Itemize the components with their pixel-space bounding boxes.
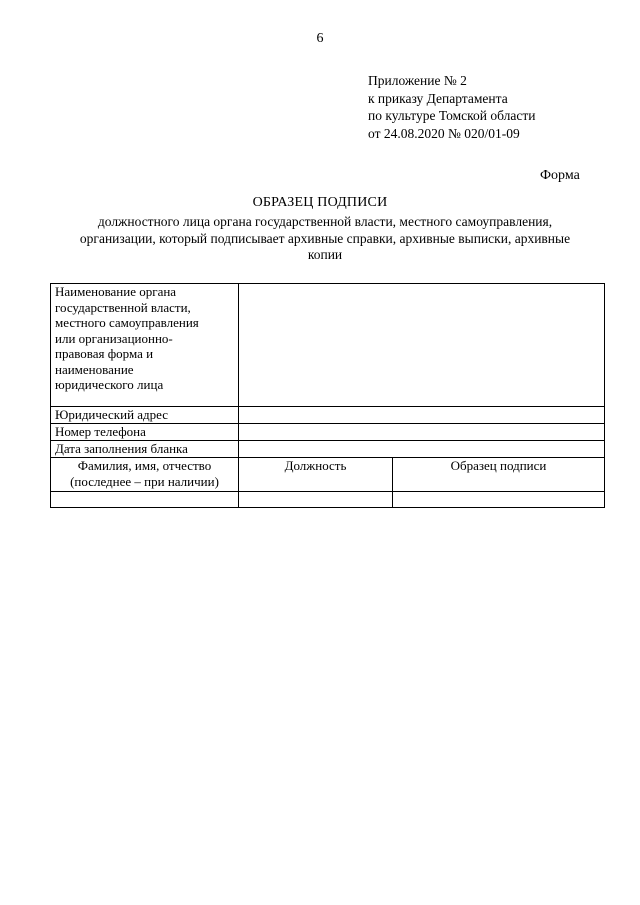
subtitle-line: копии	[307, 247, 343, 262]
appendix-line: от 24.08.2020 № 020/01-09	[368, 125, 520, 141]
fill-date-label: Дата заполнения бланка	[51, 441, 239, 458]
document-subtitle	[40, 214, 610, 264]
legal-address-label: Юридический адрес	[51, 407, 239, 424]
position-column-header: Должность	[239, 458, 393, 492]
phone-row	[51, 424, 605, 441]
header-line: Фамилия, имя, отчество	[77, 458, 212, 473]
legal-address-value-cell[interactable]	[239, 407, 605, 424]
phone-label: Номер телефона	[51, 424, 239, 441]
signature-form-table	[50, 283, 605, 508]
signature-entry-cell[interactable]	[393, 492, 605, 508]
header-line: (последнее – при наличии)	[70, 473, 219, 489]
label-line: или организационно-	[55, 330, 173, 346]
label-line: юридического лица	[55, 377, 164, 392]
phone-value-cell[interactable]	[239, 424, 605, 441]
fill-date-value-cell[interactable]	[239, 441, 605, 458]
columns-header-row	[51, 458, 605, 492]
page-number: 6	[316, 31, 324, 46]
full-name-entry-cell[interactable]	[51, 492, 239, 508]
label-line: местного самоуправления	[55, 315, 199, 330]
label-line: Наименование органа	[55, 284, 177, 299]
signature-sample-column-header: Образец подписи	[393, 458, 605, 492]
label-line: наименование	[55, 361, 134, 377]
subtitle-line: организации, который подписывает архивные справки, архивные выписки, архивные	[79, 230, 571, 246]
fill-date-row	[51, 441, 605, 458]
document-title: ОБРАЗЕЦ ПОДПИСИ	[252, 195, 388, 210]
signature-entry-row	[51, 492, 605, 508]
org-name-label	[51, 284, 239, 407]
appendix-block	[368, 72, 628, 142]
form-label: Форма	[540, 168, 580, 183]
legal-address-row	[51, 407, 605, 424]
appendix-line: Приложение № 2	[368, 73, 467, 88]
org-name-value-cell[interactable]	[239, 284, 605, 407]
appendix-line: по культуре Томской области	[368, 108, 536, 123]
appendix-line: к приказу Департамента	[368, 90, 508, 106]
label-line: правовая форма и	[55, 346, 154, 361]
subtitle-line: должностного лица органа государственной власти, местного самоуправления,	[97, 214, 553, 229]
org-name-row	[51, 284, 605, 407]
label-line: государственной власти,	[55, 299, 191, 315]
full-name-column-header	[51, 458, 239, 492]
position-entry-cell[interactable]	[239, 492, 393, 508]
